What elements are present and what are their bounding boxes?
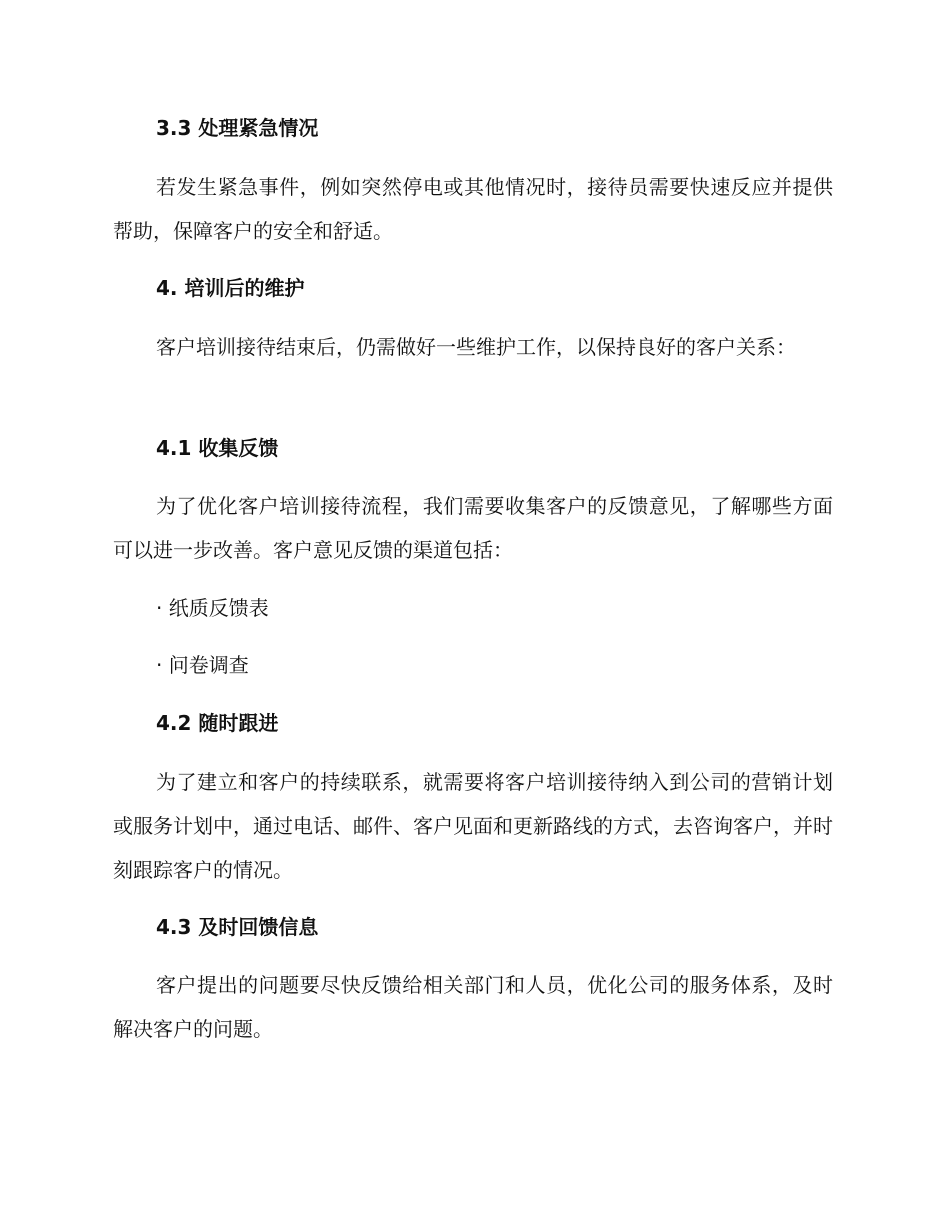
section-paragraph-4-1: 为了优化客户培训接待流程，我们需要收集客户的反馈意见，了解哪些方面可以进一步改善。客户意见反馈的渠道包括：: [113, 494, 833, 562]
section-heading-4-2: 4.2 随时跟进: [156, 711, 279, 735]
section-heading-4-3: 4.3 及时回馈信息: [156, 915, 319, 939]
section-paragraph-3-3: 若发生紧急事件，例如突然停电或其他情况时，接待员需要快速反应并提供帮助，保障客户的安全和舒适。: [113, 175, 833, 243]
bullet-item-paper-form: · 纸质反馈表: [156, 596, 269, 620]
section-paragraph-4-2: 为了建立和客户的持续联系，就需要将客户培训接待纳入到公司的营销计划或服务计划中，通过电话、邮件、客户见面和更新路线的方式，去咨询客户，并时刻跟踪客户的情况。: [113, 770, 833, 882]
section-heading-3-3: 3.3 处理紧急情况: [156, 116, 319, 140]
bullet-item-questionnaire: · 问卷调查: [156, 653, 249, 677]
section-heading-4-1: 4.1 收集反馈: [156, 436, 279, 460]
section-paragraph-4-3: 客户提出的问题要尽快反馈给相关部门和人员，优化公司的服务体系，及时解决客户的问题。: [113, 973, 833, 1041]
section-paragraph-4: 客户培训接待结束后，仍需做好一些维护工作，以保持良好的客户关系：: [156, 335, 796, 359]
section-heading-4: 4. 培训后的维护: [156, 276, 305, 300]
